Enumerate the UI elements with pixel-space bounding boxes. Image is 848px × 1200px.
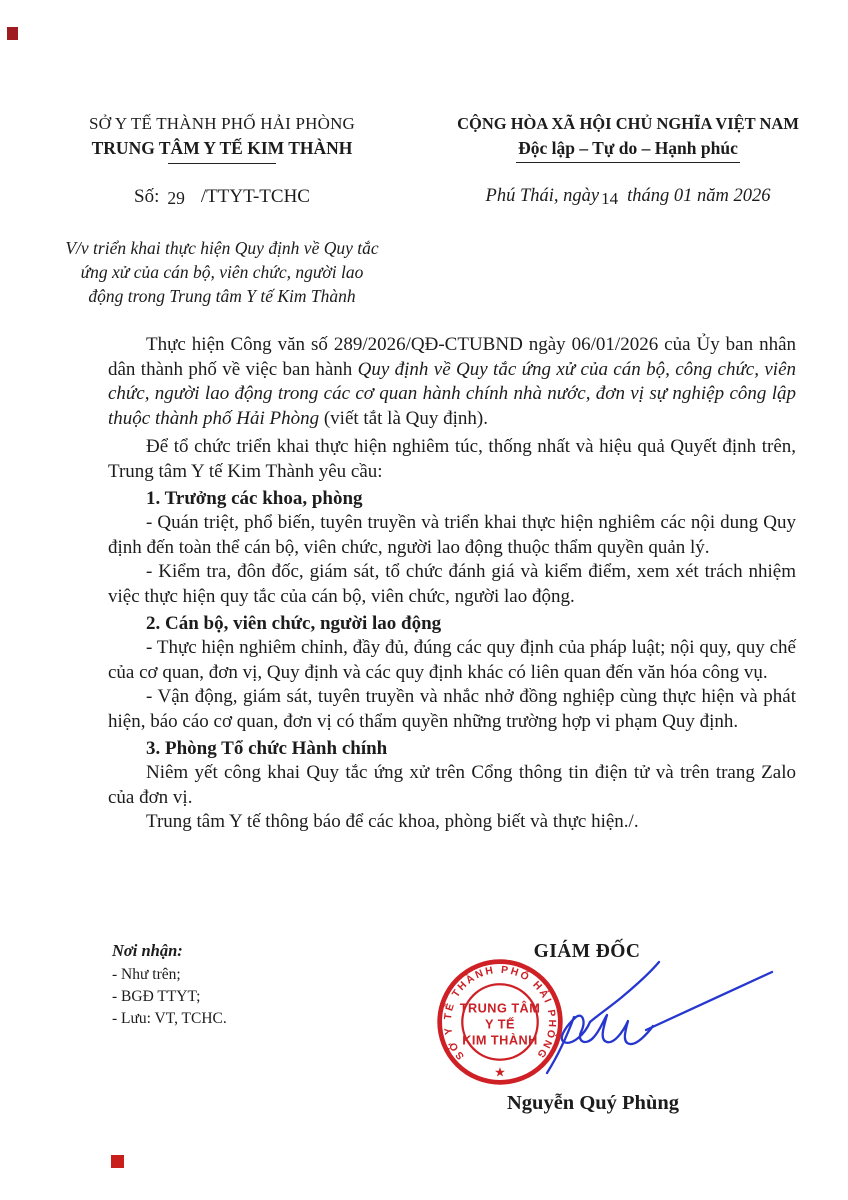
scan-mark-bottom-left [111,1155,124,1168]
stamp-star-icon: ★ [494,1064,506,1080]
signer-title: GIÁM ĐỐC [533,941,641,962]
subject-line-2: ứng xử của cán bộ, viên chức, người lao [80,262,364,282]
paragraph-intro-post: (viết tắt là Quy định). [323,407,488,429]
date-day-value: 14 [601,189,619,208]
place-date-pre: Phú Thái, ngày [485,186,600,206]
issuer-underline [168,163,276,164]
section-heading-2: 2. Cán bộ, viên chức, người lao động [146,612,442,634]
national-motto: Độc lập – Tự do – Hạnh phúc [516,137,740,163]
stamp-svg [434,956,566,1088]
paragraph-intro [108,333,796,431]
header-national-block [428,112,828,210]
scan-mark-top-left [7,27,18,40]
recipients-block [112,940,227,1030]
section-heading-3: 3. Phòng Tổ chức Hành chính [146,737,388,759]
subject-block [44,236,400,308]
stamp-ring-textpath: SỞ Y TẾ THÀNH PHỐ HẢI PHÒNG [442,964,558,1062]
stamp-center-line-2: Y TẾ [485,1016,515,1032]
stamp-center-line-1: TRUNG TÂM [459,1000,541,1016]
recipient-item-2: - BGĐ TTYT; [112,988,201,1005]
national-title: CỘNG HÒA XÃ HỘI CHỦ NGHĨA VIỆT NAM [457,114,799,133]
signer-name: Nguyễn Quý Phùng [506,1092,680,1114]
subject-line-3: động trong Trung tâm Y tế Kim Thành [88,286,356,306]
paragraph-closing: Trung tâm Y tế thông báo để các khoa, phòng biết và thực hiện./. [146,811,639,833]
paragraph-2b: - Vận động, giám sát, tuyên truyền và nhắc nhở đồng nghiệp cùng thực hiện và phát hiện, báo cáo cơ quan, đơn vị có thẩm quyền những trường hợp vi phạm Quy định. [108,686,796,732]
document-number-label: Số: [134,186,160,207]
paragraph-3a: Niêm yết công khai Quy tắc ứng xử trên Cổng thông tin điện tử và trên trang Zalo của đơn vị. [108,762,796,808]
issuer-parent-org: SỞ Y TẾ THÀNH PHỐ HẢI PHÒNG [88,114,356,133]
paragraph-1a: - Quán triệt, phổ biến, tuyên truyền và triển khai thực hiện nghiêm các nội dung Quy định đến toàn thể cán bộ, viên chức, người lao động thuộc thẩm quyền quản lý. [108,512,796,558]
stamp-center-line-3: KIM THÀNH [462,1032,538,1048]
official-stamp [434,956,566,1088]
place-date-post: tháng 01 năm 2026 [627,186,771,206]
recipients-label: Nơi nhận: [112,941,183,960]
section-heading-1: 1. Trưởng các khoa, phòng [146,487,363,509]
paragraph-2a: - Thực hiện nghiêm chỉnh, đầy đủ, đúng các quy định của pháp luật; nội quy, quy chế của cơ quan, đơn vị, Quy định và các quy định khác có liên quan đến văn hóa công vụ. [108,637,796,683]
signature-strokes [547,962,772,1073]
document-body [0,333,848,835]
paragraph-1b: - Kiểm tra, đôn đốc, giám sát, tổ chức đánh giá và kiểm điểm, xem xét trách nhiệm việc thực hiện quy tắc của cán bộ, viên chức, người lao động. [108,561,796,607]
signature-stroke-diagonal [590,962,659,1022]
paragraph-intro-pre: Thực hiện Công văn số 289/2026/QĐ-CTUBND ngày 06/01/2026 của Ủy ban nhân dân thành phố về việc ban hành [108,334,796,380]
paragraph-purpose: Để tổ chức triển khai thực hiện nghiêm túc, thống nhất và hiệu quả Quyết định trên, Trung tâm Y tế Kim Thành yêu cầu: [108,436,796,482]
document-number-suffix: /TTYT-TCHC [200,186,310,207]
signature-stroke-loops [562,1015,653,1044]
issuer-org: TRUNG TÂM Y TẾ KIM THÀNH [91,138,353,158]
subject-line-1: V/v triển khai thực hiện Quy định về Quy tắc [65,238,379,258]
signature-stroke-tail [646,972,772,1030]
recipient-item-3: - Lưu: VT, TCHC. [112,1010,227,1027]
recipient-item-1: - Như trên; [112,966,181,983]
place-date-line [428,185,828,210]
document-number-line [36,185,408,210]
paragraph-intro-italic: Quy định về Quy tắc ứng xử của cán bộ, công chức, viên chức, người lao động trong các cơ quan hành chính nhà nước, đơn vị sự nghiệp công lập thuộc thành phố Hải Phòng [108,358,797,429]
header-issuer-block [36,112,408,210]
document-number-value: 29 [167,188,185,208]
